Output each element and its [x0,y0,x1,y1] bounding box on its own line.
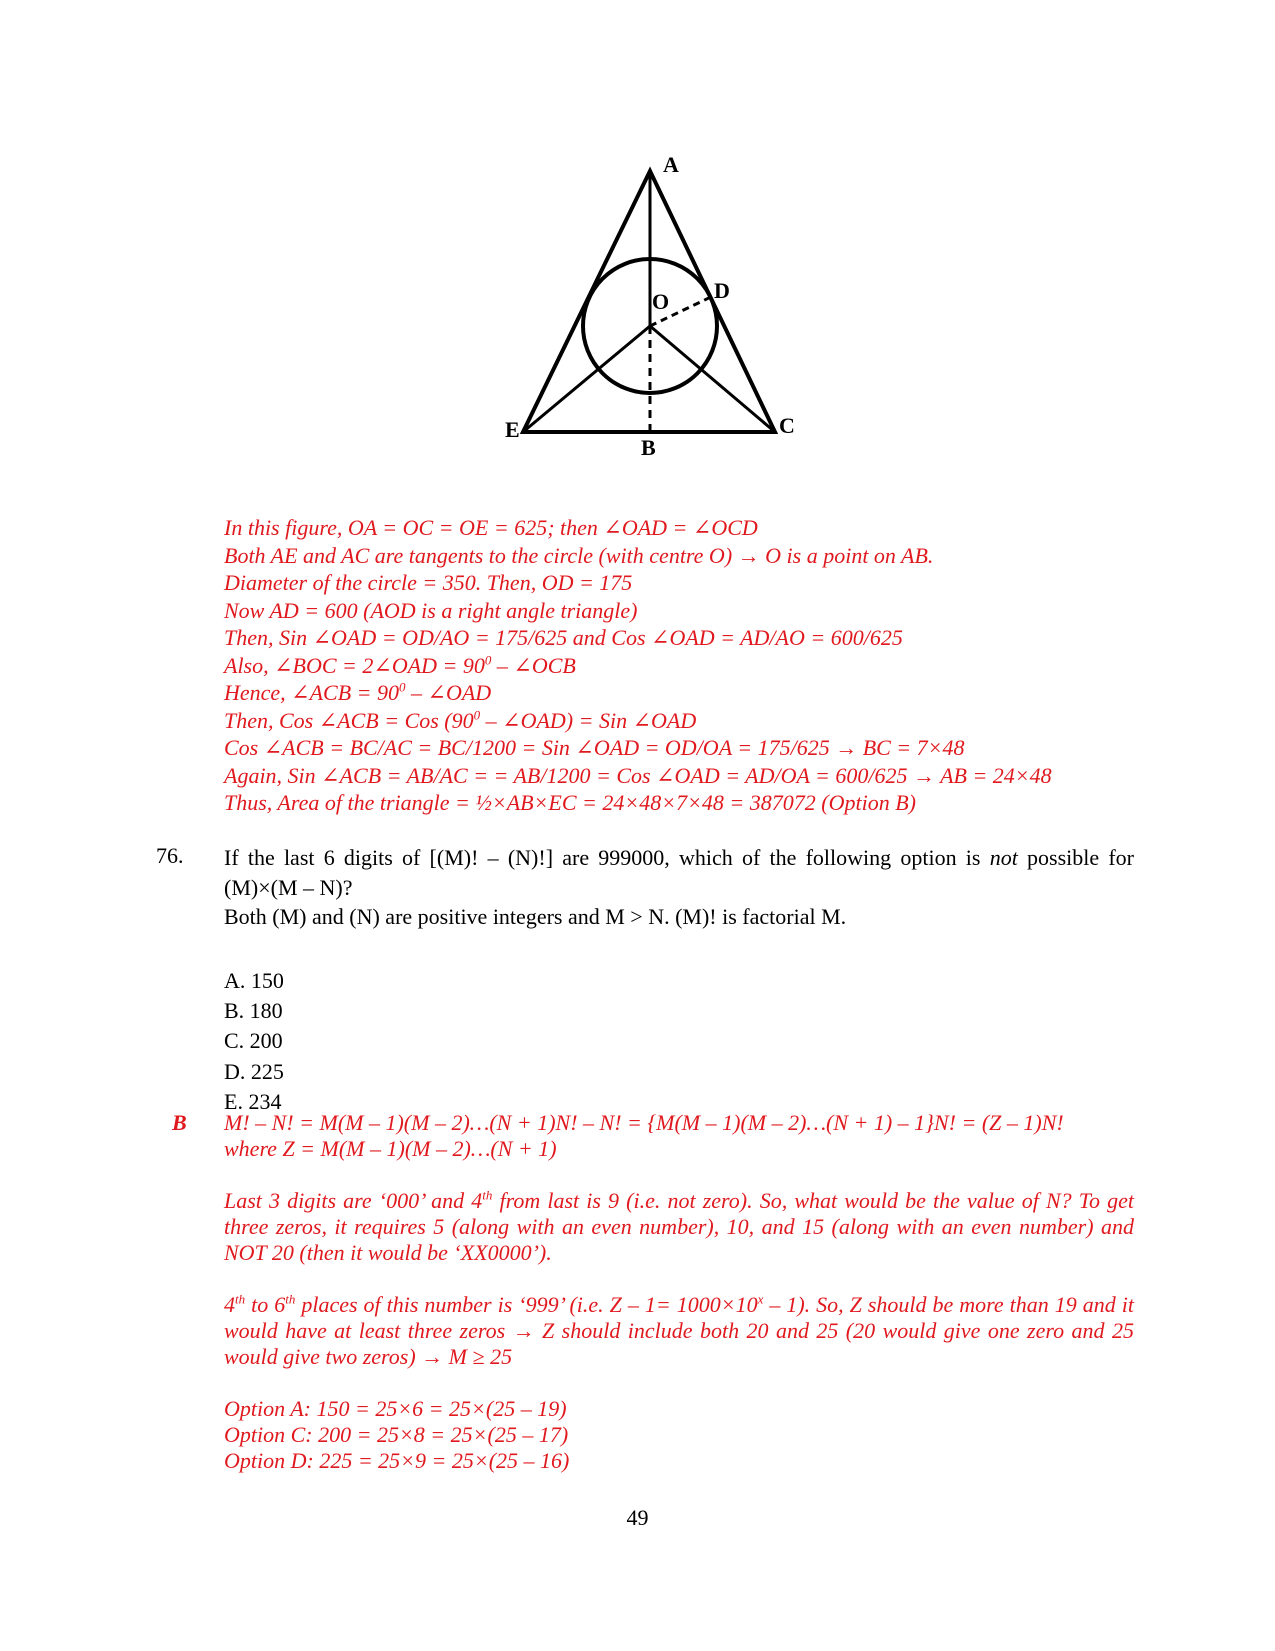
solution-text: Also, ∠BOC = 2∠OAD = 90 [224,652,485,678]
question-text [224,843,1134,932]
solution-line [224,707,1144,735]
solution-text: – ∠OCB [491,652,576,678]
label-d: D [714,278,730,303]
question-text-part: If the last 6 digits of [(M)! – (N)!] are 999000, which of the following option is [224,845,990,870]
option-check-line: Option D: 225 = 25×9 = 25×(25 – 16) [224,1448,570,1473]
solution-line [224,679,1144,707]
segment-oc [650,326,775,432]
explanation-text: – 1). So, Z should be more than 19 and it would have at least three zeros → Z should include both 20 and 25 (20 would give one zero and 25 would give two zeros) → M ≥ 25 [224,1292,1134,1369]
degree-sup: 0 [473,707,481,723]
answer-explanation [224,1110,1134,1474]
triangle-diagram [500,150,820,470]
degree-sup: 0 [484,652,492,668]
solution-text: Hence, ∠ACB = 90 [224,680,400,705]
question-number: 76. [156,843,184,868]
solution-line: Both AE and AC are tangents to the circle (with centre O) → O is a point on AB. [224,542,934,568]
solution-75 [224,514,1144,817]
ordinal-sup: th [482,1187,493,1203]
label-b: B [641,435,656,460]
option-check-line: Option A: 150 = 25×6 = 25×(25 – 19) [224,1396,567,1421]
question-text-part: possible for (M)×(M – N)? [224,845,1134,900]
answer-letter: B [172,1110,187,1135]
explanation-line: M! – N! = M(M – 1)(M – 2)…(N + 1)N! – N! = {M(M – 1)(M – 2)…(N + 1) – 1}N! = (Z – 1)N! [224,1110,1064,1135]
label-c: C [779,413,795,438]
solution-line: In this figure, OA = OC = OE = 625; then ∠OAD = ∠OCD [224,515,758,540]
exponent-sup: x [757,1291,764,1307]
question-text-part: Both (M) and (N) are positive integers and M > N. (M)! is factorial M. [224,904,847,929]
solution-text: – ∠OAD [405,680,492,705]
explanation-text: to 6 [245,1292,286,1317]
page-number: 49 [626,1505,649,1530]
option-e: E. 234 [224,1088,282,1114]
solution-text: Then, Cos ∠ACB = Cos (90 [224,707,474,733]
ordinal-sup: th [285,1291,296,1307]
option-c: C. 200 [224,1028,283,1054]
label-o: O [652,289,670,314]
solution-line [224,652,1144,680]
solution-line: Now AD = 600 (AOD is a right angle triangle) [224,597,638,623]
label-e: E [505,417,520,442]
solution-line: Thus, Area of the triangle = ½×AB×EC = 24×48×7×48 = 387072 (Option B) [224,790,916,815]
answer-options [224,966,284,1117]
option-b: B. 180 [224,998,283,1024]
solution-line: Diameter of the circle = 350. Then, OD = 175 [224,570,633,595]
solution-line: Cos ∠ACB = BC/AC = BC/1200 = Sin ∠OAD = OD/OA = 175/625 → BC = 7×48 [224,735,965,760]
explanation-text: from last is 9 (i.e. not zero). So, what would be the value of N? To get three zeros, it requires 5 (along with an even number), 10, and 15 (along with an even number) and NOT 20 (then it would be ‘XX0000’). [224,1188,1134,1265]
explanation-text: 4 [224,1292,235,1317]
solution-text: – ∠OAD) = Sin ∠OAD [480,707,697,733]
option-d: D. 225 [224,1058,284,1084]
explanation-paragraph [224,1188,1134,1266]
solution-line: Then, Sin ∠OAD = OD/AO = 175/625 and Cos ∠OAD = AD/AO = 600/625 [224,625,903,650]
degree-sup: 0 [399,679,406,695]
explanation-text: places of this number is ‘999’ (i.e. Z – 1= 1000×10 [295,1292,758,1317]
ordinal-sup: th [235,1291,246,1307]
explanation-text: Last 3 digits are ‘000’ and 4 [224,1188,483,1213]
explanation-line: where Z = M(M – 1)(M – 2)…(N + 1) [224,1136,557,1161]
solution-line: Again, Sin ∠ACB = AB/AC = = AB/1200 = Cos ∠OAD = AD/OA = 600/625 → AB = 24×48 [224,762,1052,788]
explanation-paragraph [224,1292,1134,1370]
option-a: A. 150 [224,968,284,993]
option-check-line: Option C: 200 = 25×8 = 25×(25 – 17) [224,1422,569,1447]
label-a: A [663,152,679,177]
triangle-figure [500,150,820,470]
question-emphasis: not [989,845,1018,870]
